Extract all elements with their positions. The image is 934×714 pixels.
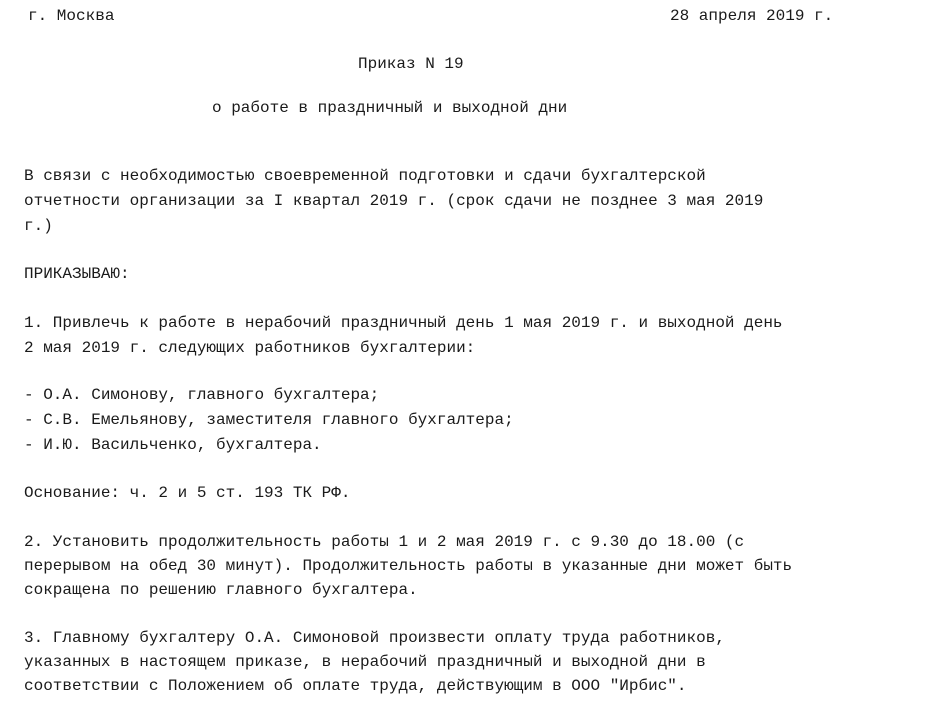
document-date: 28 апреля 2019 г. — [670, 7, 834, 25]
preamble-line-2: отчетности организации за I квартал 2019 г. (срок сдачи не позднее 3 мая 2019 — [24, 192, 764, 210]
item-2-line-2: перерывом на обед 30 минут). Продолжительность работы в указанные дни может быть — [24, 557, 793, 575]
document-city: г. Москва — [28, 7, 115, 25]
item-1-line-2: 2 мая 2019 г. следующих работников бухгалтерии: — [24, 339, 476, 357]
basis-line: Основание: ч. 2 и 5 ст. 193 ТК РФ. — [24, 484, 351, 502]
document-title: Приказ N 19 — [358, 55, 464, 73]
item-2-line-3: сокращена по решению главного бухгалтера. — [24, 581, 418, 599]
item-3-line-3: соответствии с Положением об оплате труда, действующим в ООО "Ирбис". — [24, 677, 687, 695]
employee-list-item: - О.А. Симонову, главного бухгалтера; — [24, 386, 380, 404]
document-subject: о работе в праздничный и выходной дни — [212, 99, 568, 117]
item-3-line-2: указанных в настоящем приказе, в нерабочий праздничный и выходной дни в — [24, 653, 706, 671]
employee-list-item: - С.В. Емельянову, заместителя главного бухгалтера; — [24, 411, 514, 429]
item-3-line-1: 3. Главному бухгалтеру О.А. Симоновой произвести оплату труда работников, — [24, 629, 725, 647]
item-2-line-1: 2. Установить продолжительность работы 1 и 2 мая 2019 г. с 9.30 до 18.00 (с — [24, 533, 745, 551]
preamble-line-1: В связи с необходимостью своевременной подготовки и сдачи бухгалтерской — [24, 167, 706, 185]
preamble-line-3: г.) — [24, 217, 53, 235]
item-1-line-1: 1. Привлечь к работе в нерабочий праздничный день 1 мая 2019 г. и выходной день — [24, 314, 783, 332]
employee-list-item: - И.Ю. Васильченко, бухгалтера. — [24, 436, 322, 454]
order-heading: ПРИКАЗЫВАЮ: — [24, 265, 130, 283]
